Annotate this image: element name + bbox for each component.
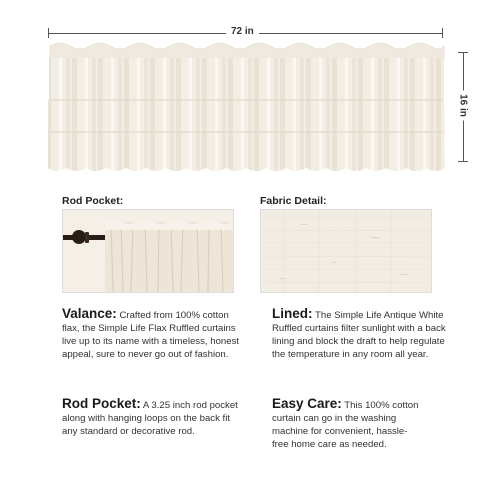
feature-valance-heading: Valance: <box>62 306 117 321</box>
feature-lined <box>272 307 450 361</box>
feature-rod-pocket <box>62 397 242 438</box>
rod-pocket-photo <box>62 209 234 293</box>
height-dimension <box>456 52 470 162</box>
feature-easy-care-text: This 100% cotton curtain can go in the washing machine for convenient, hassle-free home care as needed. <box>272 400 419 450</box>
rod-pocket-title: Rod Pocket: <box>62 195 124 207</box>
fabric-detail-photo <box>260 209 432 293</box>
feature-valance <box>62 307 242 361</box>
feature-lined-text: The Simple Life Antique White Ruffled curtains filter sunlight with a back lining and block the draft to help regulate the temperature in any room all year. <box>272 310 446 360</box>
width-label: 72 in <box>226 26 259 37</box>
width-tick-right <box>442 28 443 38</box>
feature-valance-text: Crafted from 100% cotton flax, the Simple Life Flax Ruffled curtains live up to its name with a timeless, honest appeal, sure to never go out of fashion. <box>62 310 240 360</box>
feature-rod-pocket-text: A 3.25 inch rod pocket along with hanging loops on the back fit any standard or decorative rod. <box>62 400 238 437</box>
feature-lined-heading: Lined: <box>272 306 313 321</box>
width-dimension <box>48 26 443 40</box>
feature-easy-care-heading: Easy Care: <box>272 396 342 411</box>
feature-easy-care <box>272 397 422 451</box>
height-label: 16 in <box>458 91 469 121</box>
fabric-detail-title: Fabric Detail: <box>260 195 327 207</box>
valance-image <box>46 40 446 175</box>
feature-rod-pocket-heading: Rod Pocket: <box>62 396 141 411</box>
height-tick-bottom <box>458 161 468 162</box>
